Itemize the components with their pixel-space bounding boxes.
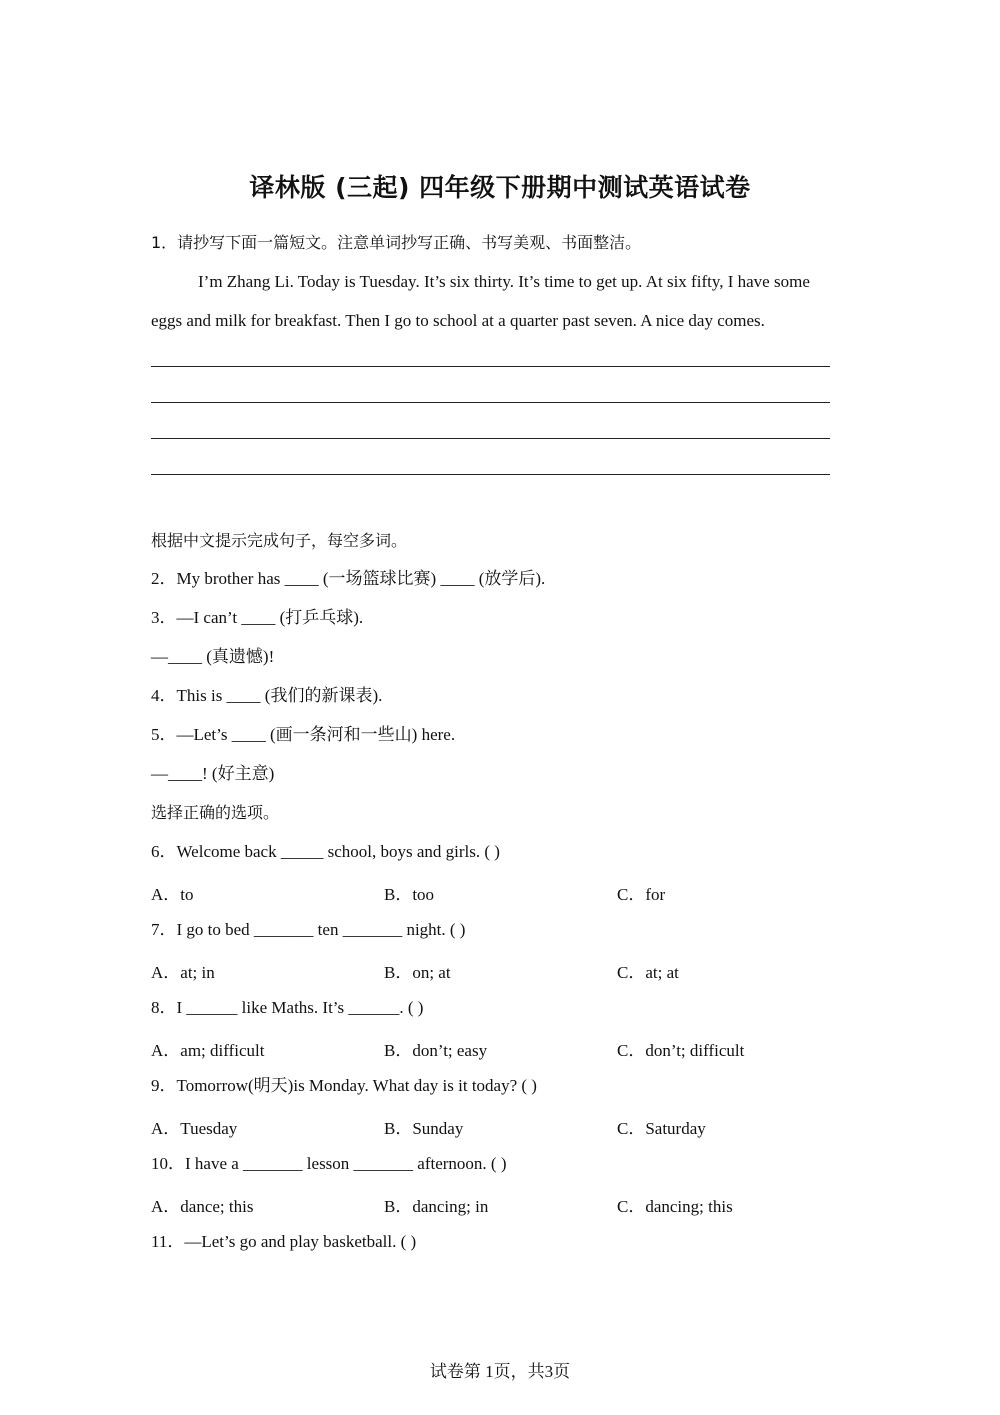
question-6-option-a[interactable]: A．to [151,885,194,904]
question-9-option-a[interactable]: A．Tuesday [151,1119,238,1138]
q1-passage-line-1: I’m Zhang Li. Today is Tuesday. It’s six thirty. It’s time to get up. At six fifty, I have some [198,272,810,291]
question-5-reply: —____! (好主意) [151,764,275,783]
question-9: 9．Tomorrow(明天)is Monday. What day is it today? ( ) [151,1076,537,1095]
section3-heading: 选择正确的选项。 [151,803,280,822]
question-6: 6．Welcome back _____ school, boys and girls. ( ) [151,842,500,861]
question-4: 4．This is ____ (我们的新课表). [151,686,383,705]
question-6-option-c[interactable]: C．for [617,885,666,904]
answer-line-1[interactable] [151,366,830,367]
question-10-option-b[interactable]: B．dancing; in [384,1197,489,1216]
question-9-option-c[interactable]: C．Saturday [617,1119,706,1138]
question-10: 10．I have a _______ lesson _______ afternoon. ( ) [151,1154,507,1173]
question-7-option-a[interactable]: A．at; in [151,963,215,982]
question-5: 5．—Let’s ____ (画一条河和一些山) here. [151,725,456,744]
answer-line-4[interactable] [151,474,830,475]
q1-prompt: 1．请抄写下面一篇短文。注意单词抄写正确、书写美观、书面整洁。 [151,233,642,252]
question-8-option-c[interactable]: C．don’t; difficult [617,1041,745,1060]
question-6-option-b[interactable]: B．too [384,885,435,904]
question-9-option-b[interactable]: B．Sunday [384,1119,464,1138]
answer-line-2[interactable] [151,402,830,403]
question-7: 7．I go to bed _______ ten _______ night. ( ) [151,920,466,939]
question-3-reply: —____ (真遗憾)! [151,647,275,666]
question-2: 2．My brother has ____ (一场篮球比赛) ____ (放学后). [151,569,546,588]
page-footer: 试卷第 1页，共3页 [429,1362,571,1381]
question-8-option-b[interactable]: B．don’t; easy [384,1041,488,1060]
question-8: 8．I ______ like Maths. It’s ______. ( ) [151,998,424,1017]
question-7-option-b[interactable]: B．on; at [384,963,451,982]
question-10-option-a[interactable]: A．dance; this [151,1197,254,1216]
question-11: 11．—Let’s go and play basketball. ( ) [151,1232,417,1251]
section2-heading: 根据中文提示完成句子，每空多词。 [151,531,408,550]
question-3: 3．—I can’t ____ (打乒乓球). [151,608,364,627]
question-7-option-c[interactable]: C．at; at [617,963,679,982]
question-10-option-c[interactable]: C．dancing; this [617,1197,733,1216]
answer-line-3[interactable] [151,438,830,439]
q1-passage-line-2: eggs and milk for breakfast. Then I go to school at a quarter past seven. A nice day comes. [151,311,765,330]
question-8-option-a[interactable]: A．am; difficult [151,1041,265,1060]
exam-title: 译林版 (三起) 四年级下册期中测试英语试卷 [249,173,751,202]
